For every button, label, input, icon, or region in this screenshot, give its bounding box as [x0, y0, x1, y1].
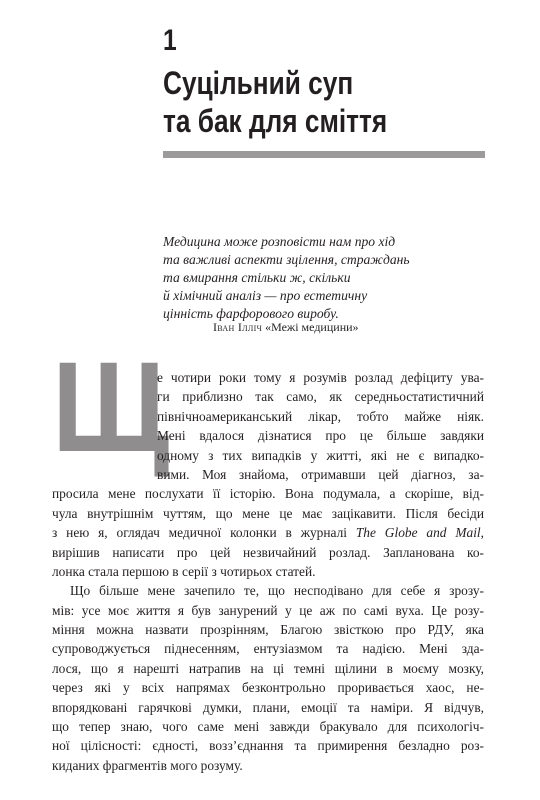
body-line: ги приблизно так само, як середньостатистичний [157, 389, 484, 405]
body-line: просила мене послухати її історію. Вона подумала, а скоріше, від- [52, 486, 484, 502]
body-line: вими. Моя знайома, отримавши цей діагноз, за- [157, 466, 484, 482]
epigraph-line: Медицина може розповісти нам про хід [163, 234, 396, 249]
body-line: ної цілісності: єдності, возз’єднання та примирення безладно роз- [52, 738, 484, 754]
body-line: через які у всіх напрямах безконтрольно проривається хаос, не- [52, 680, 484, 696]
drop-cap-letter: Щ [52, 336, 170, 479]
journal-name: The Globe and Mail [355, 525, 481, 541]
body-line: одному з тих випадків у житті, які не є випадко- [157, 447, 484, 463]
epigraph-attribution [213, 319, 473, 335]
body-text [52, 368, 484, 775]
epigraph-line: та вмирання стільки ж, скільки [163, 270, 351, 285]
body-line: Мені вдалося дізнатися про це більше завдяки [157, 428, 484, 444]
epigraph [163, 233, 463, 323]
body-line: північноамериканський лікар, тобто майже ніяк. [157, 408, 484, 424]
chapter-number: 1 [163, 24, 177, 57]
chapter-title [163, 64, 387, 140]
body-line: лося, що я нарешті натрапив на ці темні щілини в моєму мозку, [52, 660, 484, 676]
chapter-title-line-1: Суцільний суп [163, 65, 354, 101]
epigraph-author: Іван Ілліч [213, 320, 263, 334]
epigraph-source: «Межі медицини» [265, 320, 359, 334]
body-line: що тепер знаю, чого саме мені завжди бракувало для психологіч- [52, 719, 484, 735]
body-line: супроводжується піднесенням, ентузіазмом та надією. Мені зда- [52, 641, 484, 657]
body-line: чула внутрішнім чуттям, що мене це має зацікавити. Після бесіди [52, 505, 484, 521]
body-line: вирішив написати про цей незвичайний розлад. Запланована ко- [52, 544, 484, 560]
body-line: мів: усе моє життя я був занурений у це аж по самі вуха. Це розу- [52, 602, 484, 618]
body-line-text: з нею я, оглядач медичної колонки в журналі [52, 525, 356, 541]
chapter-title-line-2: та бак для сміття [163, 103, 388, 139]
body-line: Що більше мене зачепило те, що несподівано для себе я зрозу- [70, 583, 484, 599]
body-line: е чотири роки тому я розумів розлад дефіциту ува- [157, 370, 484, 385]
body-line: міння можна назвати прозрінням, Благою звісткою про РДУ, яка [52, 622, 484, 638]
body-line: лонка стала першою в серії з чотирьох статей. [52, 563, 316, 579]
body-line: киданих фрагментів мого розуму. [52, 757, 243, 773]
epigraph-line: та важливі аспекти зцілення, страждань [163, 252, 410, 267]
epigraph-line: цінність фарфорового виробу. [163, 306, 339, 321]
epigraph-line: й хімічний аналіз — про естетичну [163, 288, 368, 303]
title-rule [163, 151, 485, 158]
body-line: впорядковані гарячкові думки, плани, емоції та наміри. Я відчув, [52, 699, 484, 715]
journal-suffix: , [480, 525, 484, 541]
body-line-with-journal [52, 523, 484, 542]
